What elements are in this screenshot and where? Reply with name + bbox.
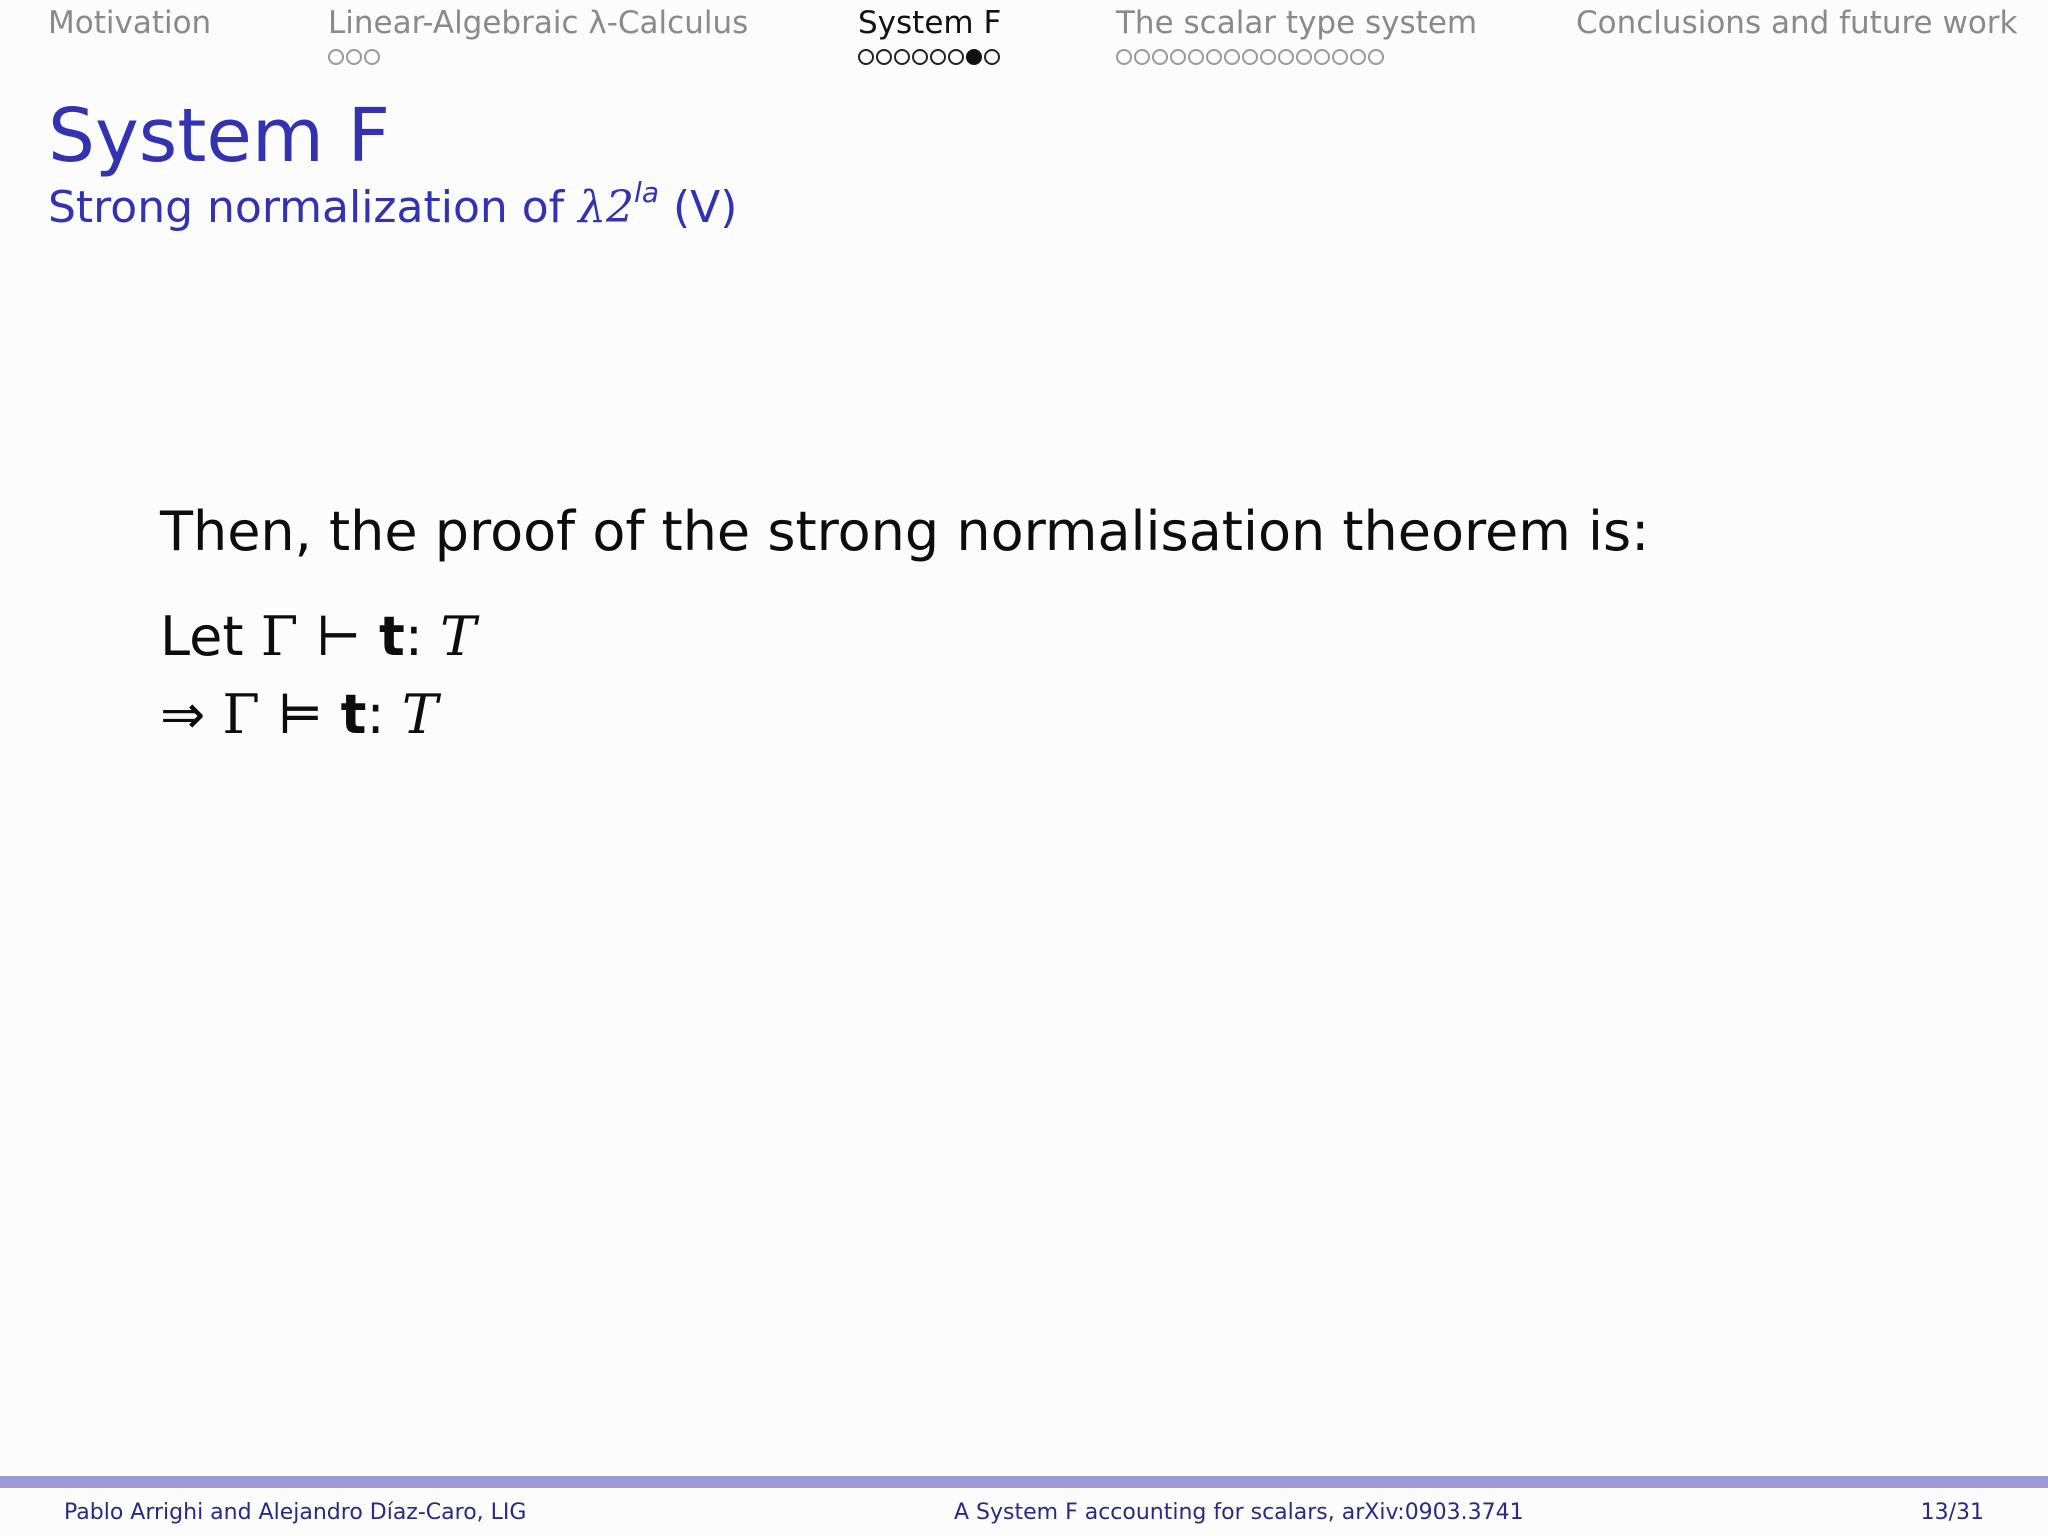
nav-dot[interactable] (1116, 49, 1132, 65)
nav-progress-dots (48, 46, 211, 68)
nav-dot[interactable] (1332, 49, 1348, 65)
nav-dot[interactable] (1296, 49, 1312, 65)
nav-dot[interactable] (1278, 49, 1294, 65)
nav-section-title[interactable]: Motivation (48, 5, 212, 41)
type-symbol: T (401, 683, 438, 746)
line-lead: Let (160, 605, 261, 668)
nav-dot[interactable] (876, 49, 892, 65)
nav-progress-dots (328, 46, 748, 68)
nav-section-title[interactable]: Linear-Algebraic λ-Calculus (328, 5, 749, 41)
proof-line-realizability (160, 676, 1649, 754)
nav-dot[interactable] (1224, 49, 1240, 65)
nav-dot[interactable] (364, 49, 380, 65)
nav-dot[interactable] (1152, 49, 1168, 65)
nav-progress-dots (1576, 46, 2018, 68)
nav-dot[interactable] (1206, 49, 1222, 65)
frame-subtitle (48, 176, 738, 236)
nav-dot[interactable] (328, 49, 344, 65)
nav-dot[interactable] (912, 49, 928, 65)
nav-dot[interactable] (858, 49, 874, 65)
nav-section-linear-algebraic-calculus[interactable] (328, 4, 748, 68)
nav-section-scalar-type-system[interactable] (1116, 4, 1477, 68)
intro-text: Then, the proof of the strong normalisation theorem is: (160, 500, 1650, 563)
context-symbol: Γ (260, 605, 299, 668)
frame-title-block (48, 92, 737, 236)
term-symbol: t (340, 683, 367, 746)
nav-dot[interactable] (1242, 49, 1258, 65)
nav-dot[interactable] (894, 49, 910, 65)
nav-dot[interactable] (948, 49, 964, 65)
subtitle-prefix: Strong normalization of (48, 182, 579, 233)
nav-section-title[interactable]: Conclusions and future work (1576, 5, 2018, 41)
section-navigation (0, 0, 2048, 80)
subtitle-superscript: la (634, 176, 659, 209)
nav-dot[interactable] (1350, 49, 1366, 65)
term-symbol: t (378, 605, 405, 668)
type-symbol: T (440, 605, 477, 668)
nav-section-title[interactable]: System F (858, 5, 1002, 41)
turnstile-symbol: ⊢ (315, 605, 362, 668)
nav-section-motivation[interactable] (48, 4, 211, 68)
nav-dot[interactable] (930, 49, 946, 65)
nav-dot[interactable] (984, 49, 1000, 65)
context-symbol: Γ (222, 683, 260, 746)
nav-section-title[interactable]: The scalar type system (1116, 5, 1478, 41)
nav-dot[interactable] (1134, 49, 1150, 65)
colon-symbol: : (404, 605, 423, 668)
footer-bar (0, 1476, 2048, 1488)
footer-page-number: 13/31 (1920, 1500, 1984, 1525)
proof-steps (160, 598, 1649, 754)
footer (0, 1490, 2048, 1536)
nav-progress-dots (858, 46, 1001, 68)
nav-dot[interactable] (1260, 49, 1276, 65)
nav-dot[interactable] (1368, 49, 1384, 65)
footer-authors: Pablo Arrighi and Alejandro Díaz-Caro, LIG (64, 1500, 527, 1525)
subtitle-lambda: λ2 (578, 182, 635, 233)
nav-dot-current[interactable] (966, 49, 982, 65)
frame-title: System F (48, 93, 391, 179)
nav-section-conclusions[interactable] (1576, 4, 2018, 68)
models-symbol: ⊨ (277, 683, 324, 746)
proof-line-typing (160, 598, 1649, 676)
slide-content (160, 496, 1649, 754)
nav-progress-dots (1116, 46, 1477, 68)
nav-section-system-f[interactable] (858, 4, 1001, 68)
nav-dot[interactable] (1314, 49, 1330, 65)
nav-dot[interactable] (1188, 49, 1204, 65)
implies-arrow: ⇒ (160, 683, 223, 746)
subtitle-suffix: (V) (658, 182, 738, 233)
nav-dot[interactable] (1170, 49, 1186, 65)
colon-symbol: : (366, 683, 385, 746)
footer-talk-title: A System F accounting for scalars, arXiv:0903.3741 (954, 1500, 1524, 1525)
nav-dot[interactable] (346, 49, 362, 65)
